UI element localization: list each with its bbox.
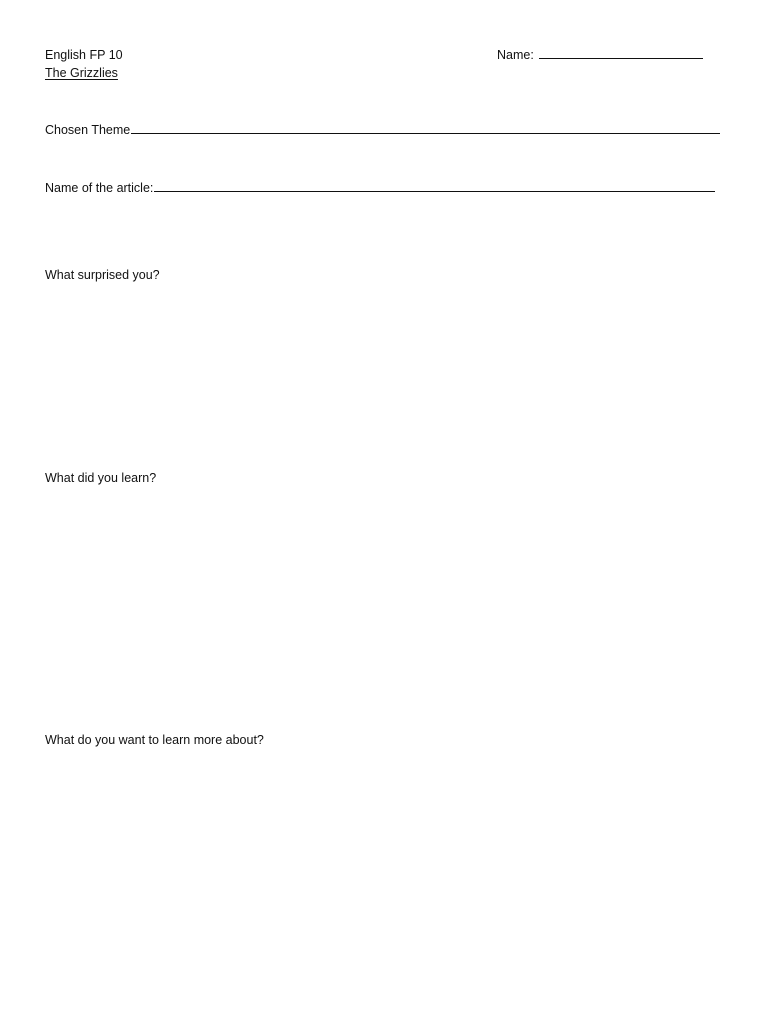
article-name-label: Name of the article: (45, 181, 154, 195)
article-name-blank-line[interactable] (154, 181, 715, 192)
student-name-field (497, 47, 703, 63)
question-surprised: What surprised you? (45, 268, 160, 282)
question-learned: What did you learn? (45, 471, 157, 485)
chosen-theme-field (45, 122, 720, 138)
question-learn-more: What do you want to learn more about? (45, 733, 264, 747)
course-title: English FP 10 (45, 48, 123, 62)
unit-title: The Grizzlies (45, 66, 118, 80)
name-label: Name: (497, 48, 534, 62)
article-name-field (45, 180, 715, 196)
chosen-theme-blank-line[interactable] (131, 123, 720, 134)
name-blank-line[interactable] (539, 48, 703, 59)
chosen-theme-label: Chosen Theme (45, 123, 131, 137)
